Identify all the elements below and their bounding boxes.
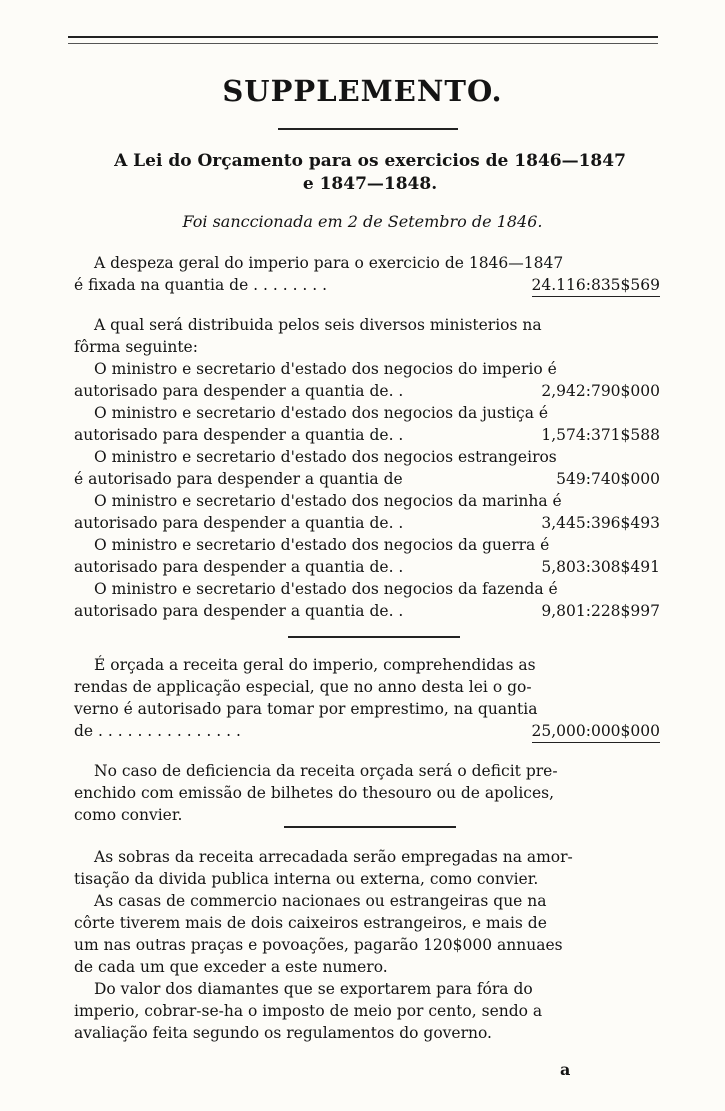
text-line: No caso de deficiencia da receita orçada será o deficit pre- [94,762,558,780]
text-line: Do valor dos diamantes que se exportarem para fóra do [94,980,533,998]
ministerio-amount: 3,445:396$493 [541,514,660,532]
header-rule [68,36,658,44]
receita-amount: 25,000:000$000 [532,720,661,743]
text-line: A despeza geral do imperio para o exercicio de 1846—1847 [94,254,564,272]
diamantes-paragraph [74,978,660,1044]
ministerio-item [74,534,660,578]
text-line: A qual será distribuida pelos seis diversos ministerios na [94,316,542,334]
sobras-paragraph [74,846,660,890]
law-title [70,150,670,196]
divider [278,128,458,130]
text-line: como convier. [74,806,183,824]
law-title-line: A Lei do Orçamento para os exercicios de 1846—1847 [114,151,626,171]
sanction-date: Foi sanccionada em 2 de Setembro de 1846. [182,212,543,231]
divider [288,636,460,638]
ministerio-item [74,578,660,622]
text-line: O ministro e secretario d'estado dos negocios da marinha é [94,492,562,510]
text-line: tisação da divida publica interna ou externa, como convier. [74,870,539,888]
text-line: O ministro e secretario d'estado dos negocios da justiça é [94,404,549,422]
text-line: avaliação feita segundo os regulamentos do governo. [74,1024,492,1042]
page-title: SUPPLEMENTO. [222,74,503,108]
ministerio-amount: 1,574:371$588 [541,426,660,444]
ministerio-item [74,402,660,446]
text-line: autorisado para despender a quantia de. . [74,514,404,532]
casas-paragraph [74,890,660,978]
text-line: O ministro e secretario d'estado dos negocios da guerra é [94,536,550,554]
receita-paragraph [74,654,660,743]
divider [284,826,456,828]
text-line: de cada um que exceder a este numero. [74,958,388,976]
text-line: de . . . . . . . . . . . . . . . [74,722,241,740]
text-line: As sobras da receita arrecadada serão empregadas na amor- [94,848,573,866]
text-line: imperio, cobrar-se-ha o imposto de meio por cento, sendo a [74,1002,543,1020]
text-line: côrte tiverem mais de dois caixeiros estrangeiros, e mais de [74,914,547,932]
distribuicao-paragraph [74,314,660,622]
text-line: As casas de commercio nacionaes ou estrangeiras que na [94,892,547,910]
text-line: autorisado para despender a quantia de. . [74,426,404,444]
text-line: autorisado para despender a quantia de. . [74,558,404,576]
ministerio-item [74,358,660,402]
text-line: O ministro e secretario d'estado dos negocios estrangeiros [94,448,557,466]
text-line: É orçada a receita geral do imperio, comprehendidas as [94,656,536,674]
ministerio-amount: 549:740$000 [556,470,660,488]
text-line: enchido com emissão de bilhetes do thesouro ou de apolices, [74,784,555,802]
text-line: um nas outras praças e povoações, pagarão 120$000 annuaes [74,936,563,954]
ministerio-amount: 2,942:790$000 [541,382,660,400]
signature-mark: a [560,1060,571,1079]
deficiencia-paragraph [74,760,660,826]
text-line: autorisado para despender a quantia de. . [74,602,404,620]
text-line: autorisado para despender a quantia de. . [74,382,404,400]
text-line: fôrma seguinte: [74,338,198,356]
text-line: é fixada na quantia de . . . . . . . . [74,276,328,294]
despeza-amount: 24.116:835$569 [532,274,661,297]
text-line: rendas de applicação especial, que no anno desta lei o go- [74,678,532,696]
despeza-paragraph [74,252,660,297]
ministerio-amount: 9,801:228$997 [541,602,660,620]
law-title-line: e 1847—1848. [302,174,438,194]
ministerio-item [74,446,660,490]
text-line: é autorisado para despender a quantia de [74,470,403,488]
text-line: O ministro e secretario d'estado dos negocios do imperio é [94,360,557,378]
text-line: O ministro e secretario d'estado dos negocios da fazenda é [94,580,558,598]
ministerio-item [74,490,660,534]
ministerio-amount: 5,803:308$491 [541,558,660,576]
text-line: verno é autorisado para tomar por emprestimo, na quantia [74,700,538,718]
